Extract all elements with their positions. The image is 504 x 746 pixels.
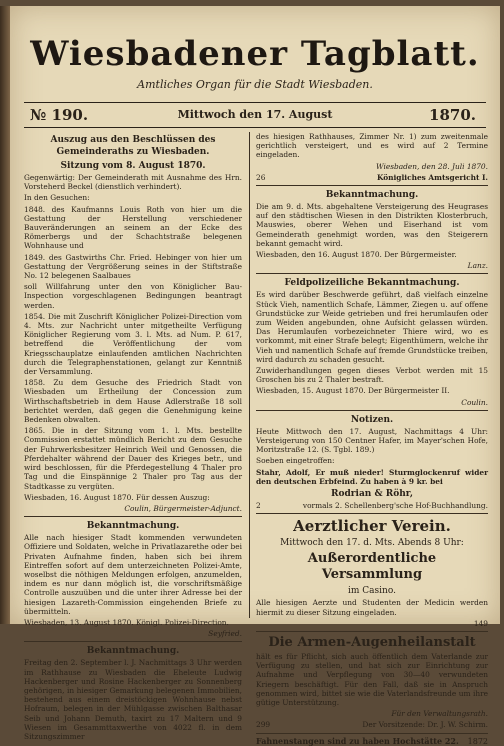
notes-heading: Notizen. <box>350 414 394 425</box>
meeting-time: Mittwoch den 17. d. Mts. Abends 8 Uhr: <box>280 538 464 549</box>
notice-heading: Bekanntmachung. <box>325 190 419 201</box>
notice-heading: Bekanntmachung. <box>86 646 180 657</box>
council-heading: Auszug aus den Beschlüssen des Gemeinderaths zu Wiesbaden. <box>50 135 216 157</box>
text-block: 1865. Die in der Sitzung vom 1. l. Mts. bestellte Commission erstattet mündlich Bericht zu dem Gesuche der Fuhrwerksbesitzer Heinrich Weil und Genossen, die Pferdehalter während der Dauer des Krieges betr., und wird beschlossen, für die Pferdegestellung 4 Thaler pro Tag und die Einspännige 2 Thaler pro Tag aus der Stadtkasse zu vergüten. <box>24 426 242 491</box>
issue-year: 1870. <box>429 106 476 124</box>
divider <box>24 516 242 517</box>
text-block: Soeben eingetroffen: <box>256 456 335 466</box>
text-block: Heute Mittwoch den 17. August, Nachmittags 4 Uhr: Versteigerung von 150 Centner Hafer, im Mayer'schen Hofe, Moritzstraße 12. (S. Tgbl. 189.) <box>256 426 488 455</box>
signature: Lanz. <box>467 261 488 271</box>
rule-top <box>24 102 486 103</box>
masthead-title: Wiesbadener Tagblatt. <box>30 34 480 74</box>
issue-date: Mittwoch den 17. August <box>177 108 333 121</box>
signature: Coulin. <box>461 397 488 407</box>
divider <box>256 273 488 274</box>
text-block: Freitag den 2. September l. J. Nachmittags 3 Uhr werden im Rathhause zu Wiesbaden die Eheleute Ludwig Hackenberger und Rosine Hackenberger zu Sonnenberg gehörigen, in hiesiger Gemarkung belegenen Immobilien, bestehend aus einem dreistöckigen Wohnhause nebst Hofraum, belegen in der Mühlgasse zwischen Balthasar Seib und Johann Demuth, taxirt zu 17 Maltern und 9 Wiesen im Gesammttaxwerthe von 4022 fl. in dem Sitzungszimmer <box>24 658 242 741</box>
ad-number: 299 <box>256 720 271 730</box>
signature-line: Wiesbaden, 13. August 1870. Königl. Polizei-Direction. <box>24 617 229 627</box>
bookshop-former: vormals 2. Schellenberg'sche Hof-Buchhandlung. <box>302 501 488 511</box>
court-name: Königliches Amtsgericht I. <box>376 172 488 182</box>
ad-footer <box>256 501 488 510</box>
text-block: soll Willfahrung unter den von Königlicher Bau-Inspection vorgeschlagenen Bedingungen beantragt werden. <box>24 282 242 310</box>
ad-text: Stahr, Adolf, Er muß nieder! Sturmglockenruf wider den deutschen Erbfeind. Zu haben à 9 kr. bei <box>256 467 488 486</box>
chairman: Der Vorsitzende: Dr. J. W. Schirm. <box>362 720 488 730</box>
ad-number: 149 <box>473 618 488 628</box>
signature-line: Wiesbaden, 15. August 1870. Der Bürgermeister II. <box>256 386 450 396</box>
left-column <box>24 132 242 743</box>
rule-bottom <box>24 127 486 128</box>
text-block: Alle nach hiesiger Stadt kommenden verwundeten Offiziere und Soldaten, welche in Privatlazarethe oder bei Privaten Aufnahme finden, haben sich bei ihrem Eintreffen sofort auf dem unterzeichneten Polizei-Amte, woselbst die nöthigen Meldungen erfolgen, anzumelden, indem es nur dann möglich ist, die vorschriftsmäßige Controlle auszuüben und die unter ihrer Adresse bei der hiesigen Lazareth-Commission eingehenden Briefe zu übermitteln. <box>24 533 242 616</box>
text-block: 1858. Zu dem Gesuche des Friedrich Stadt von Wiesbaden um Ertheilung der Concession zum Wirthschaftsbetrieb in dem Hause Adlerstraße 18 soll berichtet werden, daß gegen die Genehmigung keine Bedenken obwalten. <box>24 378 242 425</box>
flagpole-ad <box>256 737 488 746</box>
column-divider <box>249 132 250 618</box>
divider <box>256 185 488 186</box>
ad-number: 2 <box>256 501 261 511</box>
text-block: Es wird darüber Beschwerde geführt, daß vielfach einzelne Stück Vieh, namentlich Schafe, Lämmer, Ziegen u. auf offene Grundstücke zur Weide getrieben und frei herumlaufen oder zum Weiden angebunden, ohne Aufsicht gelassen würden. Das Herumlaufen vorbezeichneter Thiere wird, wo es vorkommt, mit einer Strafe belegt; Eigenthümern, welche ihr Vieh und namentlich Schafe auf fremde Grundstücke treiben, wird dadurch zu schaden gesucht. <box>256 290 488 364</box>
newspaper-page <box>10 6 500 746</box>
text-block: 1854. Die mit Zuschrift Königlicher Polizei-Direction vom 4. Mts. zur Nachricht unter mitgetheilte Verfügung Königlicher Regierung vom 3. l. Mts. ad Num. P. 617, betreffend die Veröffentlichung der vom Kriegsschauplatze einlaufenden amtlichen Nachrichten durch die Telegraphenstationen, gelangt zur Kenntniß der Versammlung. <box>24 311 242 377</box>
signature-row <box>256 173 488 182</box>
text-block: 1849. des Gastwirths Chr. Fried. Hebinger von hier um Gestattung der Vergrößerung seines in der Stiftstraße No. 12 belegenen Saalbaues <box>24 252 242 281</box>
notice-heading: Feldpolizeiliche Bekanntmachung. <box>284 278 460 289</box>
meeting-heading: Sitzung vom 8. August 1870. <box>60 161 206 171</box>
divider <box>256 513 488 514</box>
divider <box>256 733 488 734</box>
issue-number: № 190. <box>30 106 89 124</box>
text-block: Alle hiesigen Aerzte und Studenten der Medicin werden hiermit zu dieser Sitzung eingeladen. <box>256 598 488 617</box>
signature: Coulin, Bürgermeister-Adjunct. <box>124 503 242 513</box>
meeting-location: im Casino. <box>348 586 396 597</box>
bookshop-name: Rodrian & Röhr, <box>331 489 413 500</box>
text-block: Gegenwärtig: Der Gemeinderath mit Ausnahme des Hrn. Vorsteherd Beckel (dienstlich verhindert). <box>24 173 242 192</box>
text-block: Zuwiderhandlungen gegen dieses Verbot werden mit 15 Groschen bis zu 2 Thaler bestraft. <box>256 366 488 385</box>
signature-row <box>256 720 488 729</box>
association-heading: Aerztlicher Verein. <box>293 517 451 536</box>
ad-number: 26 <box>256 172 266 182</box>
notice-heading: Bekanntmachung. <box>86 521 180 532</box>
extraordinary-meeting: Außerordentliche Versammlung <box>307 551 437 583</box>
signature-line: Wiesbaden, den 28. Juli 1870. <box>376 161 488 171</box>
right-column <box>256 132 488 746</box>
text-block: hält es für Pflicht, sich auch öffentlich dem Vaterlande zur Verfügung zu stellen, und hat sich zur Einrichtung zur Aufnahme und Verpflegung von 30—40 verwundeten Kriegern beschäftigt. Für den Fall, daß sie in Anspruch genommen wird, bittet sie wie die Vaterlandsfreunde um ihre gütige Unterstützung. <box>256 651 488 707</box>
masthead-subtitle: Amtliches Organ für die Stadt Wiesbaden. <box>137 78 373 91</box>
divider <box>256 631 488 632</box>
clinic-heading: Die Armen-Augenheilanstalt <box>268 634 476 650</box>
text-block: In den Gesuchen: <box>24 193 90 203</box>
text-block: 1848. des Kaufmanns Louis Roth von hier um die Gestattung der Herstellung verschiedener Bauveränderungen an seinem an der Ecke des Römerbergs und der Schachtstraße belegenen Wohnhause und <box>24 204 242 251</box>
flagpole-text: Fahnenstangen sind zu haben Hochstätte 22. <box>256 735 459 746</box>
text-block: Die am 9. d. Mts. abgehaltene Versteigerung des Heugrases auf den städtischen Wiesen in den Distrikten Klosterbruch, Mauswies, oberer Wehen und Eiserhand ist vom Gemeinderath genehmigt worden, was den Steigerern bekannt gemacht wird. <box>256 202 488 248</box>
signature-line: Wiesbaden, 16. August 1870. Für dessen Auszug: <box>24 492 210 502</box>
text-block: des hiesigen Rathhauses, Zimmer Nr. 1) zum zweitenmale gerichtlich versteigert, und es wird auf 2 Termine eingeladen. <box>256 132 488 160</box>
signature-line: Für den Verwaltungsrath. <box>391 709 488 719</box>
ad-number: 1872 <box>467 736 488 746</box>
divider <box>24 641 242 642</box>
signature: Seyfried. <box>208 629 242 639</box>
divider <box>256 410 488 411</box>
signature-line: Wiesbaden, den 16. August 1870. Der Bürgermeister. <box>256 250 457 260</box>
